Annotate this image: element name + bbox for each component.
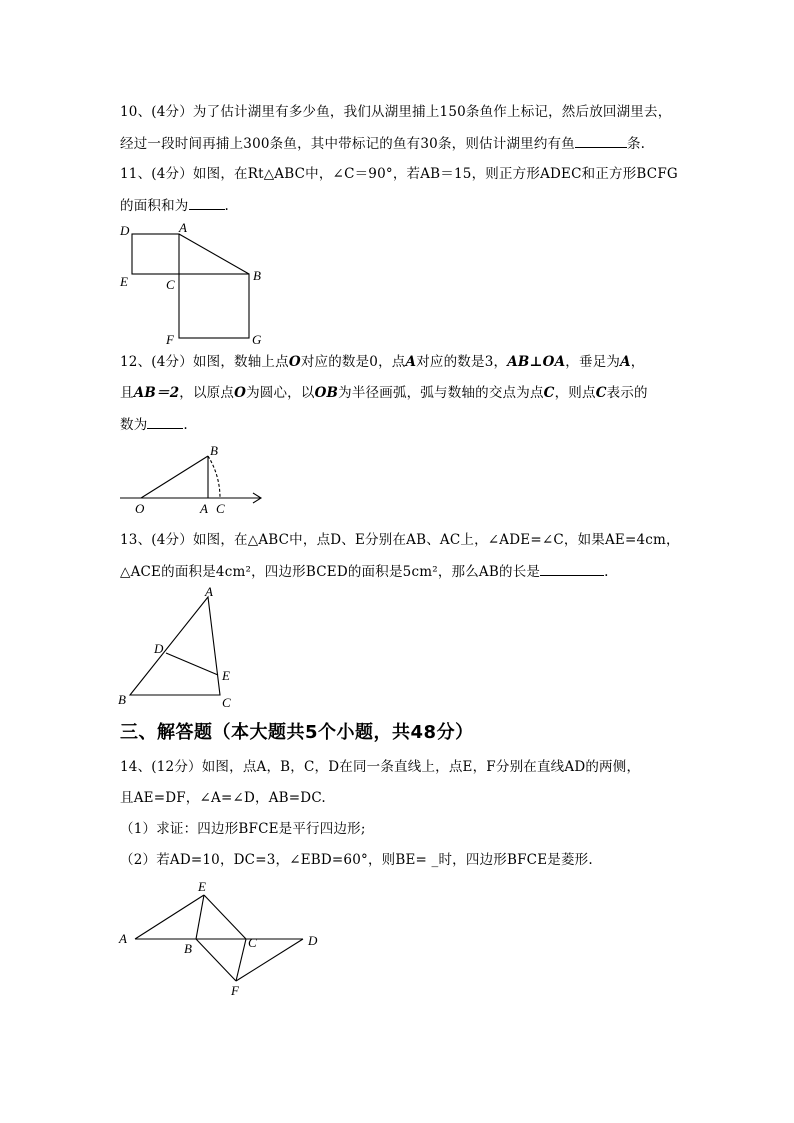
triangle-abc [130,597,220,695]
label-A: A [119,931,127,946]
label-B: B [184,941,192,956]
segment-cf [236,939,246,981]
q12-var-O2: O [234,385,247,401]
q12-text-h: 为圆心，以 [246,385,315,401]
q13-text-a: △ACE的面积是4cm²，四边形BCED的面积是5cm²，那么AB的长是 [120,564,541,580]
q12-text-i: 为半径画弧，弧与数轴的交点为点 [338,385,544,401]
q10-line2 [120,133,645,154]
label-E: E [222,668,230,683]
label-C: C [248,935,257,950]
q12-var-A2: A [620,354,631,370]
q12-text-b: 对应的数是0，点 [300,354,406,370]
label-F: F [231,983,239,998]
q12-perp: AB⊥OA [507,354,566,370]
label-D: D [308,933,318,948]
q12-var-C2: C [595,385,607,401]
label-E: E [198,879,206,894]
q12-text-c: 对应的数是3， [416,354,508,370]
q12-ab-eq: AB＝2 [133,385,180,401]
q12-figure [115,440,275,520]
q12-text-l: 数为 [120,417,148,433]
q12-var-O: O [288,354,301,370]
label-F: F [166,332,174,347]
label-B: B [118,692,126,707]
q10-answer-blank[interactable] [575,133,627,148]
q11-line2-text: 的面积和为 [120,198,189,214]
q12-text-d: ，垂足为 [565,354,621,370]
q14-figure [115,875,330,1000]
q12-text-e: ， [630,354,645,370]
q12-text-g: ，以原点 [179,385,235,401]
hypotenuse-ab [179,234,249,274]
q13-figure [112,583,242,713]
q12-line3 [120,414,188,435]
label-A: A [205,584,213,599]
q12-text-k: 表示的 [606,385,648,401]
q12-answer-blank[interactable] [147,414,183,429]
label-B: B [210,443,218,458]
segment-ae [135,895,204,939]
segment-bf [196,939,236,981]
segment-de [166,653,218,675]
square-adec [132,234,179,274]
q10-line2-end: 条. [626,136,646,152]
q11-line1: 11、(4分）如图，在Rt△ABC中，∠C＝90°，若AB＝15，则正方形ADEC和正方形BCFG [120,166,678,182]
q12-var-OB: OB [314,385,339,401]
section3-title: 三、解答题（本大题共5个小题，共48分） [120,722,474,743]
label-O: O [135,501,145,516]
q12-line2 [120,383,648,403]
q13-line2 [120,561,609,582]
q12-var-A: A [405,354,417,370]
label-D: D [154,641,164,656]
q12-text-a: 12、(4分）如图，数轴上点 [120,354,289,370]
q13-line1: 13、(4分）如图，在△ABC中，点D、E分别在AB、AC上，∠ADE=∠C，如果AE=4cm， [120,532,680,548]
q14-part2: （2）若AD=10，DC=3，∠EBD=60°，则BE= _时，四边形BFCE是菱形. [120,852,593,868]
q10-line1: 10、(4分）为了估计湖里有多少鱼，我们从湖里捕上150条鱼作上标记，然后放回湖里去， [120,104,672,120]
square-bcfg [179,274,249,338]
q14-part1: （1）求证：四边形BFCE是平行四边形; [120,821,366,837]
label-C: C [222,695,231,710]
arc-bc [208,456,220,498]
label-A: A [179,220,187,235]
label-D: D [120,223,130,238]
q11-answer-blank[interactable] [189,195,225,210]
segment-ob [141,456,208,498]
label-C: C [166,277,175,292]
q12-text-f: 且 [120,385,134,401]
label-A: A [200,501,208,516]
label-C: C [216,501,225,516]
q12-var-C: C [543,385,555,401]
segment-eb [196,895,204,939]
label-B: B [253,268,261,283]
q14-line1: 14、(12分）如图，点A，B，C，D在同一条直线上，点E，F分别在直线AD的两侧， [120,759,641,775]
q11-line2 [120,195,229,216]
q11-figure [110,220,280,350]
q11-line2-end: . [224,198,229,214]
q12-line1 [120,352,645,372]
q12-text-j: ，则点 [554,385,596,401]
q14-line2: 且AE=DF，∠A=∠D，AB=DC. [120,790,326,806]
q13-answer-blank[interactable] [540,561,604,576]
label-G: G [252,332,262,347]
segment-df [236,939,303,981]
q12-text-m: . [183,417,188,433]
q10-line2-text: 经过一段时间再捕上300条鱼，其中带标记的鱼有30条，则估计湖里约有鱼 [120,136,575,152]
segment-ec [204,895,246,939]
label-E: E [120,274,128,289]
q13-text-b: . [604,564,609,580]
